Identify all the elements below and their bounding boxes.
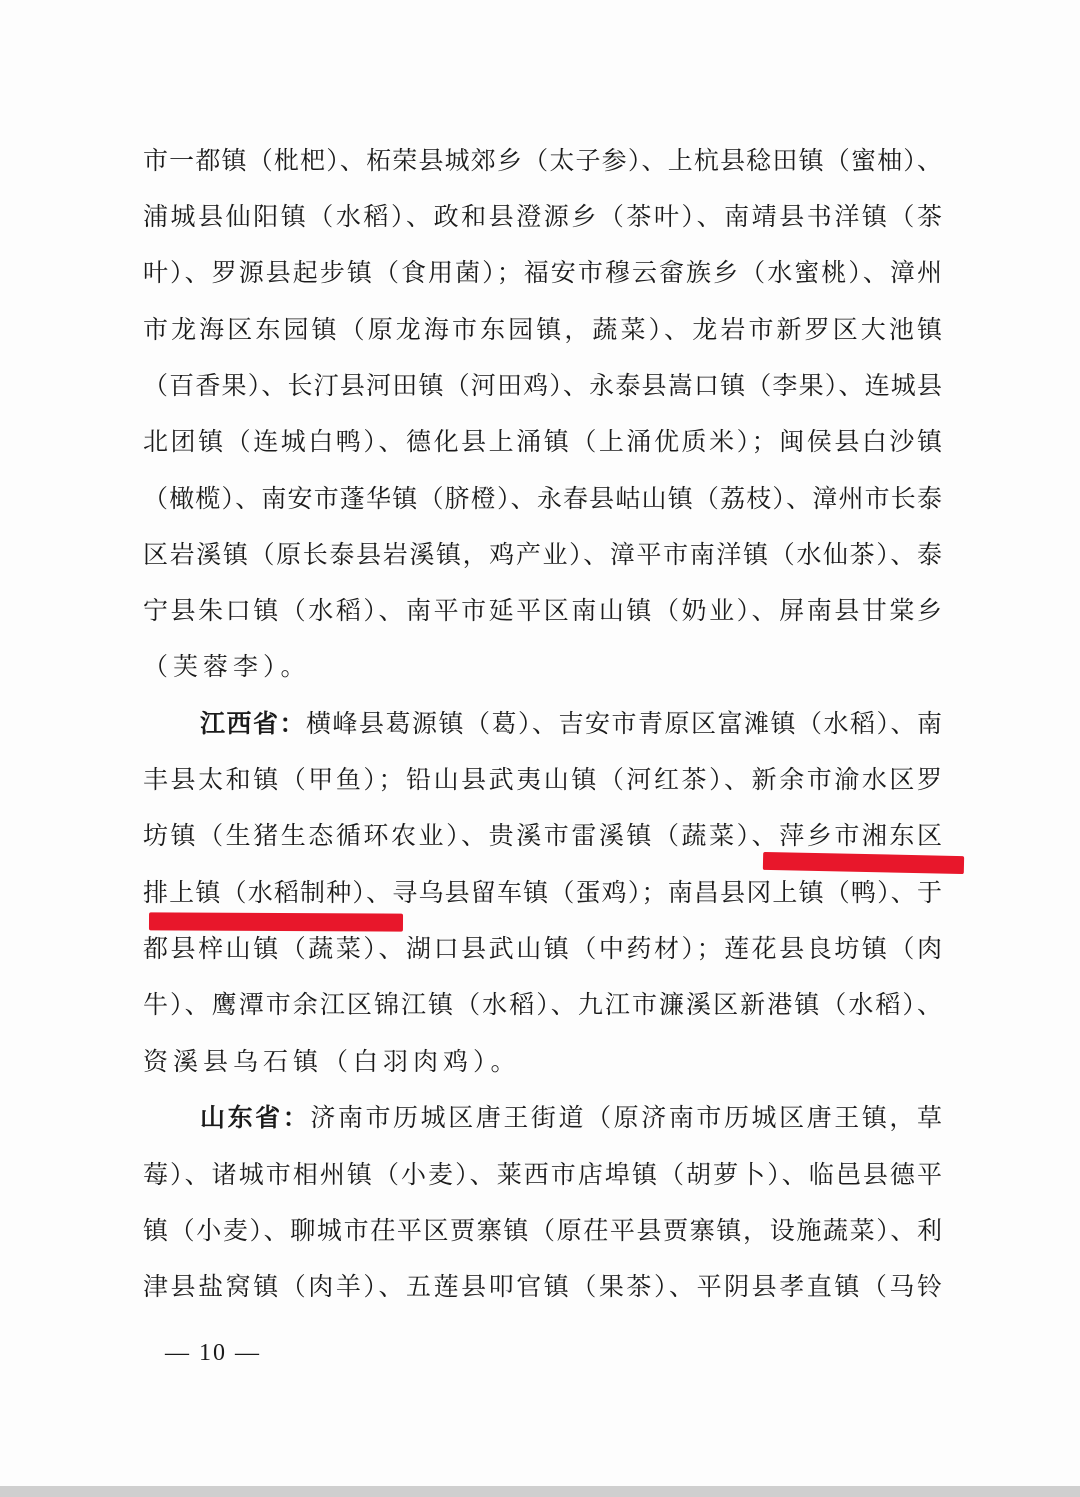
text-line: 镇（小麦）、聊城市茌平区贾寨镇（原茌平县贾寨镇，设施蔬菜）、利	[143, 1216, 943, 1245]
text-line: 资溪县乌石镇（白羽肉鸡）。	[143, 1047, 521, 1076]
text-line: 坊镇（生猪生态循环农业）、贵溪市雷溪镇（蔬菜）、萍乡市湘东区	[143, 821, 943, 850]
text-line: 市一都镇（枇杷）、柘荣县城郊乡（太子参）、上杭县稔田镇（蜜柚）、	[143, 146, 943, 175]
text-line: 北团镇（连城白鸭）、德化县上涌镇（上涌优质米）；闽侯县白沙镇	[143, 427, 943, 456]
province-label-shandong: 山东省：	[200, 1103, 311, 1132]
text-line: 丰县太和镇（甲鱼）；铅山县武夷山镇（河红茶）、新余市渝水区罗	[143, 765, 943, 794]
text-line: 牛）、鹰潭市余江区锦江镇（水稻）、九江市濂溪区新港镇（水稻）、	[143, 990, 943, 1019]
text-line: （百香果）、长汀县河田镇（河田鸡）、永泰县嵩口镇（李果）、连城县	[143, 371, 943, 400]
text-line: 排上镇（水稻制种）、寻乌县留车镇（蛋鸡）；南昌县冈上镇（鸭）、于	[143, 878, 943, 907]
text-line: 市龙海区东园镇（原龙海市东园镇，蔬菜）、龙岩市新罗区大池镇	[143, 315, 943, 344]
shandong-first-line: 山东省：济南市历城区唐王街道（原济南市历城区唐王镇，草	[200, 1103, 943, 1132]
red-underline-mark	[763, 852, 964, 874]
text-line: 叶）、罗源县起步镇（食用菌）；福安市穆云畲族乡（水蜜桃）、漳州	[143, 258, 943, 287]
text-line: （橄榄）、南安市蓬华镇（脐橙）、永春县岵山镇（荔枝）、漳州市长泰	[143, 484, 943, 513]
text-line: 津县盐窝镇（肉羊）、五莲县叩官镇（果茶）、平阴县孝直镇（马铃	[143, 1272, 943, 1301]
bottom-scroll-bar	[0, 1486, 1080, 1497]
text-line: （芙蓉李）。	[143, 652, 311, 681]
jiangxi-first-line: 江西省：横峰县葛源镇（葛）、吉安市青原区富滩镇（水稻）、南	[200, 709, 943, 738]
text-line: 都县梓山镇（蔬菜）、湖口县武山镇（中药材）；莲花县良坊镇（肉	[143, 934, 943, 963]
text-line: 莓）、诸城市相州镇（小麦）、莱西市店埠镇（胡萝卜）、临邑县德平	[143, 1160, 943, 1189]
text-line: 宁县朱口镇（水稻）、南平市延平区南山镇（奶业）、屏南县甘棠乡	[143, 596, 943, 625]
text-line: 区岩溪镇（原长泰县岩溪镇，鸡产业）、漳平市南洋镇（水仙茶）、泰	[143, 540, 943, 569]
page-number: — 10 —	[165, 1340, 261, 1366]
text-line: 浦城县仙阳镇（水稻）、政和县澄源乡（茶叶）、南靖县书洋镇（茶	[143, 202, 943, 231]
province-label-jiangxi: 江西省：	[200, 709, 306, 738]
